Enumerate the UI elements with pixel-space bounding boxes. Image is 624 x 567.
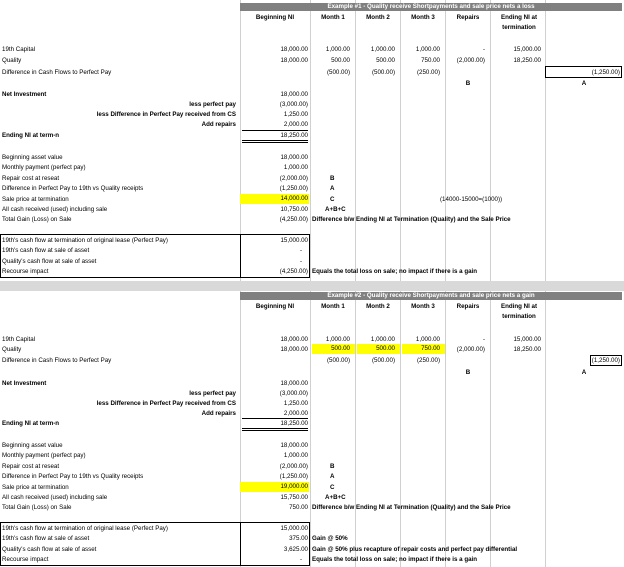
row-label: Quality's cash flow at sale of asset <box>2 258 97 265</box>
underline <box>242 418 308 419</box>
marker: B <box>330 463 335 470</box>
row-label: less perfect pay <box>189 390 236 397</box>
cell: 1,000.00 <box>370 46 395 53</box>
net-investment-label: Net Investment <box>2 380 47 387</box>
cell: (500.00) <box>326 69 350 76</box>
cell: 15,000.00 <box>513 46 541 53</box>
row-label: Recourse impact <box>2 556 49 563</box>
header-ending-ni: Ending NI at <box>500 303 538 310</box>
row-label: less perfect pay <box>189 101 236 108</box>
cell: 15,750.00 <box>280 494 308 501</box>
cell: 375.00 <box>289 535 308 542</box>
cell: (4,250.00) <box>279 268 308 275</box>
row-label: less Difference in Perfect Pay received from CS <box>96 111 236 118</box>
row-label: Quality <box>2 57 22 64</box>
cell: 1,250.00 <box>283 400 308 407</box>
row-label: Beginning asset value <box>2 154 63 161</box>
note: Equals the total loss on sale; no impact if there is a gain <box>312 556 478 563</box>
highlighted-cell: 500.00 <box>312 344 355 354</box>
diff-total-cell: (1,250.00) <box>591 69 620 76</box>
row-label: Quality's cash flow at sale of asset <box>2 546 97 553</box>
header-month-2: Month 2 <box>366 303 390 310</box>
cell: 1,000.00 <box>325 336 350 343</box>
cell: - <box>299 556 302 563</box>
header-month-2: Month 2 <box>366 14 390 21</box>
cell: 18,000.00 <box>280 346 308 353</box>
cell: 1,000.00 <box>415 336 440 343</box>
cell: 18,000.00 <box>280 57 308 64</box>
row-label: Total Gain (Loss) on Sale <box>2 216 72 223</box>
row-label: less Difference in Perfect Pay received from CS <box>96 400 236 407</box>
cell: 15,000.00 <box>513 336 541 343</box>
marker: A+B+C <box>325 206 346 213</box>
cell: 3,625.00 <box>283 546 308 553</box>
row-label: Difference in Perfect Pay to 19th vs Quality receipts <box>2 185 144 192</box>
cell: 1,000.00 <box>283 452 308 459</box>
sale-price-cell: 14,000.00 <box>240 194 309 204</box>
cell: 1,000.00 <box>370 336 395 343</box>
cell: 18,000.00 <box>280 154 308 161</box>
cell: (250.00) <box>416 69 440 76</box>
cell: 18,250.00 <box>513 346 541 353</box>
cell: 15,000.00 <box>280 237 308 244</box>
cell: (500.00) <box>326 357 350 364</box>
cell: 1,250.00 <box>283 111 308 118</box>
double-underline <box>242 140 308 141</box>
header-month-3: Month 3 <box>411 303 435 310</box>
row-label: Ending NI at term-n <box>2 132 60 139</box>
header-beginning-ni: Beginning NI <box>255 14 295 21</box>
cell: 500.00 <box>331 57 350 64</box>
row-label: Ending NI at term-n <box>2 420 60 427</box>
cell: (500.00) <box>371 69 395 76</box>
cell: - <box>299 258 302 265</box>
cell: 2,000.00 <box>283 121 308 128</box>
highlighted-cell: 750.00 <box>402 344 445 354</box>
cell: (250.00) <box>416 357 440 364</box>
cell: (3,000.00) <box>279 390 308 397</box>
cell: 1,000.00 <box>325 46 350 53</box>
header-termination: termination <box>502 313 536 320</box>
row-label: Repair cost at reseat <box>2 463 60 470</box>
sale-price-cell: 19,000.00 <box>240 482 309 492</box>
cell: 1,000.00 <box>283 164 308 171</box>
net-investment-label: Net Investment <box>2 91 47 98</box>
double-underline <box>242 430 308 431</box>
note: Gain @ 50% <box>312 535 348 542</box>
cell: (2,000.00) <box>456 346 485 353</box>
marker: C <box>330 196 335 203</box>
double-underline <box>242 428 308 429</box>
note: Equals the total loss on sale; no impact if there is a gain <box>312 268 478 275</box>
row-label: Monthly payment (perfect pay) <box>2 452 86 459</box>
header-termination: termination <box>502 24 536 31</box>
cell: 750.00 <box>289 504 308 511</box>
note: Gain @ 50% plus recapture of repair costs and perfect pay differential <box>312 546 518 553</box>
row-label: 19th's cash flow at sale of asset <box>2 247 90 254</box>
cell: (1,250.00) <box>279 473 308 480</box>
row-label: Recourse impact <box>2 268 49 275</box>
row-label: 19th's cash flow at termination of original lease (Perfect Pay) <box>2 525 168 532</box>
header-beginning-ni: Beginning NI <box>255 303 295 310</box>
row-label: Repair cost at reseat <box>2 175 60 182</box>
header-repairs: Repairs <box>456 14 480 21</box>
example-2-title: Example #2 - Quality receive Shortpayments and sale price nets a gain <box>240 292 622 300</box>
cell: - <box>299 247 302 254</box>
marker: A <box>330 473 335 480</box>
marker: B <box>465 80 471 87</box>
marker: A <box>581 80 587 87</box>
header-month-1: Month 1 <box>321 14 345 21</box>
underline <box>242 130 308 131</box>
header-month-3: Month 3 <box>411 14 435 21</box>
divider <box>240 234 241 278</box>
cell: 18,250.00 <box>280 420 308 427</box>
marker: A <box>330 185 335 192</box>
row-label: 19th's cash flow at sale of asset <box>2 535 90 542</box>
row-label: Difference in Cash Flows to Perfect Pay <box>2 357 112 364</box>
row-label: 19th's cash flow at termination of original lease (Perfect Pay) <box>2 237 168 244</box>
row-label: Difference in Perfect Pay to 19th vs Quality receipts <box>2 473 144 480</box>
note: Difference b/w Ending NI at Termination (Quality) and the Sale Price <box>312 504 511 511</box>
cell: 18,000.00 <box>280 336 308 343</box>
divider <box>240 522 241 566</box>
double-underline <box>242 142 308 143</box>
row-label: Quality <box>2 346 22 353</box>
cell: (2,000.00) <box>279 175 308 182</box>
row-label: Add repairs <box>201 121 236 128</box>
cell: (4,250.00) <box>279 216 308 223</box>
cell: 2,000.00 <box>283 410 308 417</box>
section-separator <box>0 281 624 291</box>
cell: 18,000.00 <box>280 46 308 53</box>
row-label: All cash received (used) including sale <box>2 494 108 501</box>
highlighted-cell: 500.00 <box>357 344 400 354</box>
cell: 18,000.00 <box>280 91 308 98</box>
cell: (1,250.00) <box>279 185 308 192</box>
cell: (2,000.00) <box>279 463 308 470</box>
cell: 500.00 <box>376 57 395 64</box>
header-repairs: Repairs <box>456 303 480 310</box>
cell: 18,000.00 <box>280 380 308 387</box>
row-label: 19th Capital <box>2 336 36 343</box>
cell: 15,000.00 <box>280 525 308 532</box>
row-label: Beginning asset value <box>2 442 63 449</box>
sale-note: (14000-15000=(1000)) <box>440 196 503 203</box>
row-label: 19th Capital <box>2 46 36 53</box>
cell: 10,750.00 <box>280 206 308 213</box>
marker: B <box>465 369 471 376</box>
cell: 750.00 <box>421 57 440 64</box>
header-month-1: Month 1 <box>321 303 345 310</box>
cell: (2,000.00) <box>456 57 485 64</box>
row-label: Sale price at termination <box>2 196 69 203</box>
cell: 18,000.00 <box>280 442 308 449</box>
row-label: Monthly payment (perfect pay) <box>2 164 86 171</box>
row-label: Add repairs <box>201 410 236 417</box>
row-label: Sale price at termination <box>2 484 69 491</box>
diff-total-cell: (1,250.00) <box>591 357 620 364</box>
row-label: Difference in Cash Flows to Perfect Pay <box>2 69 112 76</box>
marker: A+B+C <box>325 494 346 501</box>
cell: - <box>482 336 485 343</box>
cell: 1,000.00 <box>415 46 440 53</box>
cell: 18,250.00 <box>513 57 541 64</box>
cell: (500.00) <box>371 357 395 364</box>
cell: - <box>482 46 485 53</box>
example-1-title: Example #1 - Quality receive Shortpayments and sale price nets a loss <box>240 3 622 11</box>
row-label: All cash received (used) including sale <box>2 206 108 213</box>
row-label: Total Gain (Loss) on Sale <box>2 504 72 511</box>
header-ending-ni: Ending NI at <box>500 14 538 21</box>
note: Difference b/w Ending NI at Termination (Quality) and the Sale Price <box>312 216 511 223</box>
cell: (3,000.00) <box>279 101 308 108</box>
marker: A <box>581 369 587 376</box>
cell: 18,250.00 <box>280 132 308 139</box>
marker: C <box>330 484 335 491</box>
marker: B <box>330 175 335 182</box>
